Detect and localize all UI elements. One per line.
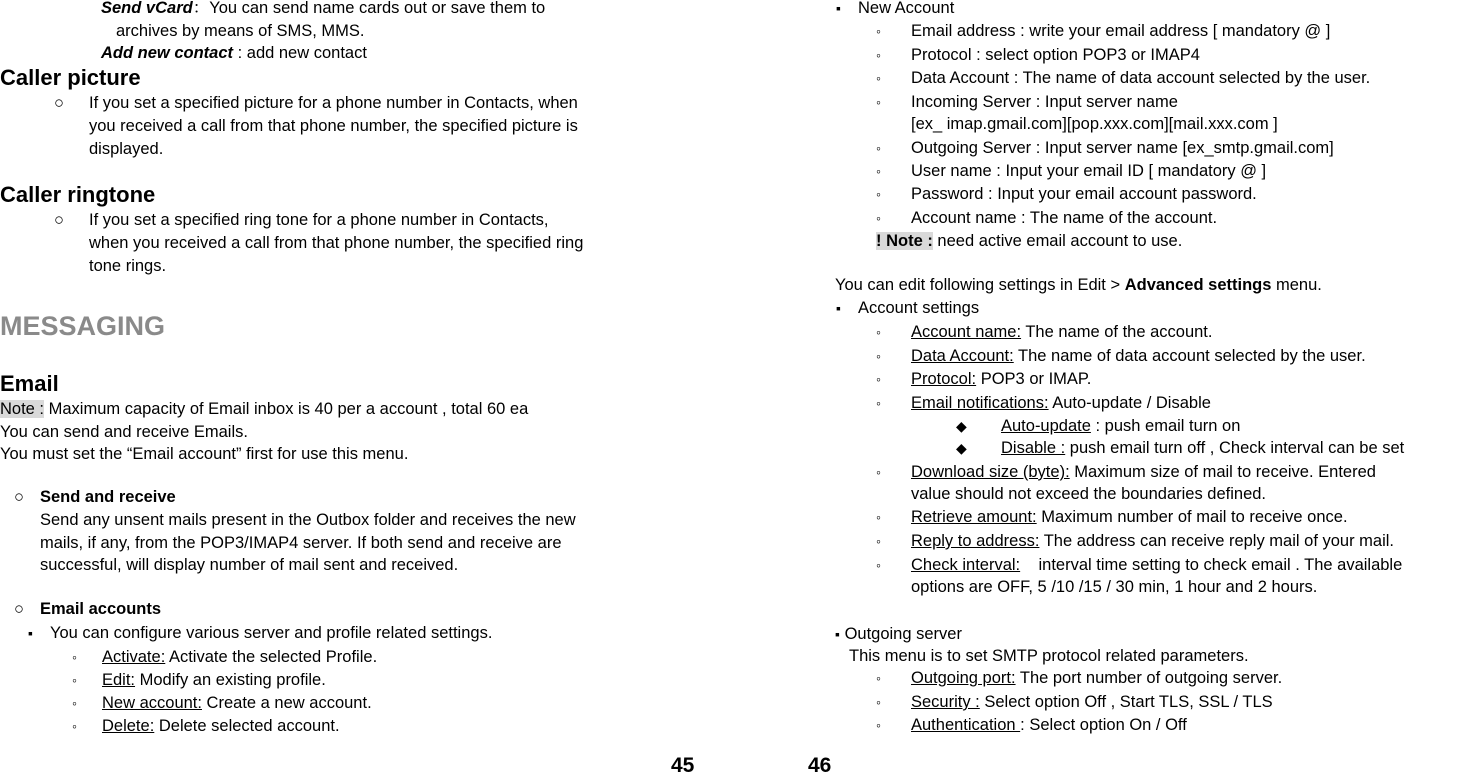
item-label: Download size (byte): [911, 463, 1070, 481]
circle-bullet: ◦ [876, 324, 881, 340]
circle-bullet: ◦ [876, 210, 881, 226]
incoming-server-cont: [ex_ imap.gmail.com][pop.xxx.com][mail.xxx.com ] [911, 115, 1278, 133]
item-text: Auto-update / Disable [1048, 394, 1211, 412]
email-accounts-bullet: ○ [14, 600, 24, 618]
send-receive-line-3: successful, will display number of mail sent and received. [40, 556, 459, 574]
new-account-item: Data Account : The name of data account selected by the user. [911, 69, 1371, 87]
outgoing-server-title: Outgoing server [844, 625, 962, 643]
add-contact-label: Add new contact [101, 44, 234, 62]
circle-bullet: ◦ [876, 509, 881, 525]
new-account-item: Password : Input your email account password. [911, 185, 1257, 203]
item-text: The name of data account selected by the user. [1013, 347, 1366, 365]
caller-ringtone-heading: Caller ringtone [0, 182, 156, 207]
circle-bullet: ◦ [72, 672, 77, 688]
caller-picture-heading: Caller picture [0, 65, 141, 90]
note-text: need active email account to use. [932, 232, 1183, 250]
item-text: Activate the selected Profile. [165, 648, 378, 666]
caller-ringtone-line-2: when you received a call from that phone number, the specified ring [89, 234, 584, 252]
account-settings-title: Account settings [858, 299, 980, 317]
send-receive-title: Send and receive [40, 488, 176, 506]
advanced-post: menu. [1271, 276, 1322, 294]
email-note-line [0, 399, 528, 419]
circle-bullet: ◦ [876, 371, 881, 387]
item-label: Account name: [911, 323, 1022, 341]
outgoing-server-title-line [835, 624, 962, 644]
item-label: Delete: [102, 717, 155, 735]
email-accounts-item [102, 647, 377, 667]
email-line-3: You must set the “Email account” first for use this menu. [0, 445, 409, 463]
account-settings-item [911, 555, 1402, 575]
new-account-note [876, 231, 1182, 251]
item-text: Modify an existing profile. [135, 671, 326, 689]
caller-ringtone-line-1: If you set a specified ring tone for a phone number in Contacts, [89, 211, 549, 229]
item-text: Select option Off , Start TLS, SSL / TLS [979, 693, 1273, 711]
circle-bullet: ◦ [72, 649, 77, 665]
add-contact-text: : add new contact [233, 44, 367, 62]
page-number-left: 45 [671, 754, 695, 777]
circle-bullet: ◦ [876, 47, 881, 63]
circle-bullet: ◦ [876, 23, 881, 39]
circle-bullet: ◦ [876, 348, 881, 364]
account-settings-item [911, 369, 1091, 389]
new-account-item: Incoming Server : Input server name [911, 93, 1178, 111]
item-label: Auto-update [1001, 417, 1091, 435]
outgoing-item [911, 715, 1187, 735]
new-account-item: Protocol : select option POP3 or IMAP4 [911, 46, 1200, 64]
item-label: Activate: [102, 648, 166, 666]
account-settings-item [911, 462, 1376, 482]
advanced-bold: Advanced settings [1124, 276, 1272, 294]
diamond-bullet: ◆ [956, 418, 967, 434]
send-vcard-line [101, 0, 545, 18]
item-text: The port number of outgoing server. [1015, 669, 1283, 687]
outgoing-item [911, 668, 1282, 688]
send-vcard-cont: archives by means of SMS, MMS. [116, 22, 365, 40]
item-label: Reply to address: [911, 532, 1040, 550]
item-label: Security : [911, 693, 980, 711]
item-label: Disable : [1001, 439, 1066, 457]
circle-bullet: ◦ [72, 695, 77, 711]
notification-sub-item [1001, 416, 1240, 436]
page-number-right: 46 [808, 754, 832, 777]
advanced-settings-line [835, 275, 1322, 295]
advanced-pre: You can edit following settings in Edit > [835, 276, 1125, 294]
item-text: : Select option On / Off [1020, 716, 1187, 734]
item-text: POP3 or IMAP. [976, 370, 1092, 388]
send-receive-line-2: mails, if any, from the POP3/IMAP4 server. If both send and receive are [40, 534, 562, 552]
account-settings-item [911, 393, 1211, 413]
circle-bullet: ◦ [876, 94, 881, 110]
caller-picture-line-1: If you set a specified picture for a phone number in Contacts, when [89, 94, 578, 112]
caller-picture-line-2: you received a call from that phone number, the specified picture is [89, 117, 578, 135]
account-settings-item [911, 507, 1348, 527]
item-text: The address can receive reply mail of your mail. [1039, 532, 1395, 550]
circle-bullet: ◦ [876, 163, 881, 179]
new-account-item: Account name : The name of the account. [911, 209, 1218, 227]
item-text: Maximum size of mail to receive. Entered [1069, 463, 1376, 481]
send-vcard-label: Send vCard [101, 0, 193, 17]
new-account-item: Email address : write your email address [ mandatory @ ] [911, 22, 1331, 40]
item-label: Email notifications: [911, 394, 1049, 412]
email-note-label: Note : [0, 400, 45, 418]
item-label: Outgoing port: [911, 669, 1016, 687]
caller-picture-line-3: displayed. [89, 140, 164, 158]
item-label: Edit: [102, 671, 136, 689]
item-label: Data Account: [911, 347, 1014, 365]
caller-picture-bullet: ○ [54, 94, 64, 112]
email-note-text: Maximum capacity of Email inbox is 40 per a account , total 60 ea [44, 400, 529, 418]
download-size-cont: value should not exceed the boundaries defined. [911, 485, 1267, 503]
email-accounts-item [102, 693, 372, 713]
send-receive-bullet: ○ [14, 488, 24, 506]
note-label: ! Note : [876, 232, 933, 250]
email-accounts-item [102, 716, 340, 736]
circle-bullet: ◦ [876, 694, 881, 710]
item-label: Retrieve amount: [911, 508, 1037, 526]
email-heading: Email [0, 371, 59, 396]
item-text: interval time setting to check email . The available [1020, 556, 1403, 574]
messaging-title: MESSAGING [0, 311, 166, 341]
notification-sub-item [1001, 438, 1404, 458]
item-text: Maximum number of mail to receive once. [1036, 508, 1348, 526]
outgoing-server-desc: This menu is to set SMTP protocol related parameters. [849, 647, 1249, 665]
item-text: push email turn off , Check interval can be set [1065, 439, 1405, 457]
email-line-2: You can send and receive Emails. [0, 423, 248, 441]
item-label: Protocol: [911, 370, 977, 388]
circle-bullet: ◦ [876, 186, 881, 202]
email-accounts-title: Email accounts [40, 600, 162, 618]
circle-bullet: ◦ [876, 70, 881, 86]
circle-bullet: ◦ [876, 557, 881, 573]
circle-bullet: ◦ [72, 718, 77, 734]
circle-bullet: ◦ [876, 464, 881, 480]
add-contact-line [101, 43, 367, 63]
new-account-title: New Account [858, 0, 955, 17]
circle-bullet: ◦ [876, 395, 881, 411]
outgoing-item [911, 692, 1273, 712]
item-text: : push email turn on [1090, 417, 1241, 435]
account-settings-item [911, 531, 1394, 551]
circle-bullet: ◦ [876, 533, 881, 549]
diamond-bullet: ◆ [956, 440, 967, 456]
send-receive-line-1: Send any unsent mails present in the Outbox folder and receives the new [40, 511, 576, 529]
item-text: Delete selected account. [154, 717, 340, 735]
item-label: Check interval: [911, 556, 1021, 574]
email-accounts-item [102, 670, 326, 690]
account-settings-item [911, 346, 1366, 366]
caller-ringtone-line-3: tone rings. [89, 257, 167, 275]
check-interval-cont: options are OFF, 5 /10 /15 / 30 min, 1 hour and 2 hours. [911, 578, 1318, 596]
square-bullet: ▪ [836, 0, 841, 16]
account-settings-item [911, 322, 1212, 342]
square-bullet: ▪ [835, 626, 840, 642]
send-vcard-text: You can send name cards out or save them to [209, 0, 546, 17]
email-accounts-intro: You can configure various server and profile related settings. [50, 624, 493, 642]
caller-ringtone-bullet: ○ [54, 211, 64, 229]
circle-bullet: ◦ [876, 140, 881, 156]
new-account-item: User name : Input your email ID [ mandatory @ ] [911, 162, 1267, 180]
new-account-item: Outgoing Server : Input server name [ex_smtp.gmail.com] [911, 139, 1334, 157]
item-label: Authentication [911, 716, 1021, 734]
send-vcard-sep: ： [192, 0, 210, 17]
item-text: The name of the account. [1021, 323, 1213, 341]
email-accounts-square-bullet: ▪ [28, 625, 33, 641]
circle-bullet: ◦ [876, 717, 881, 733]
item-label: New account: [102, 694, 202, 712]
square-bullet: ▪ [836, 300, 841, 316]
item-text: Create a new account. [201, 694, 372, 712]
circle-bullet: ◦ [876, 670, 881, 686]
